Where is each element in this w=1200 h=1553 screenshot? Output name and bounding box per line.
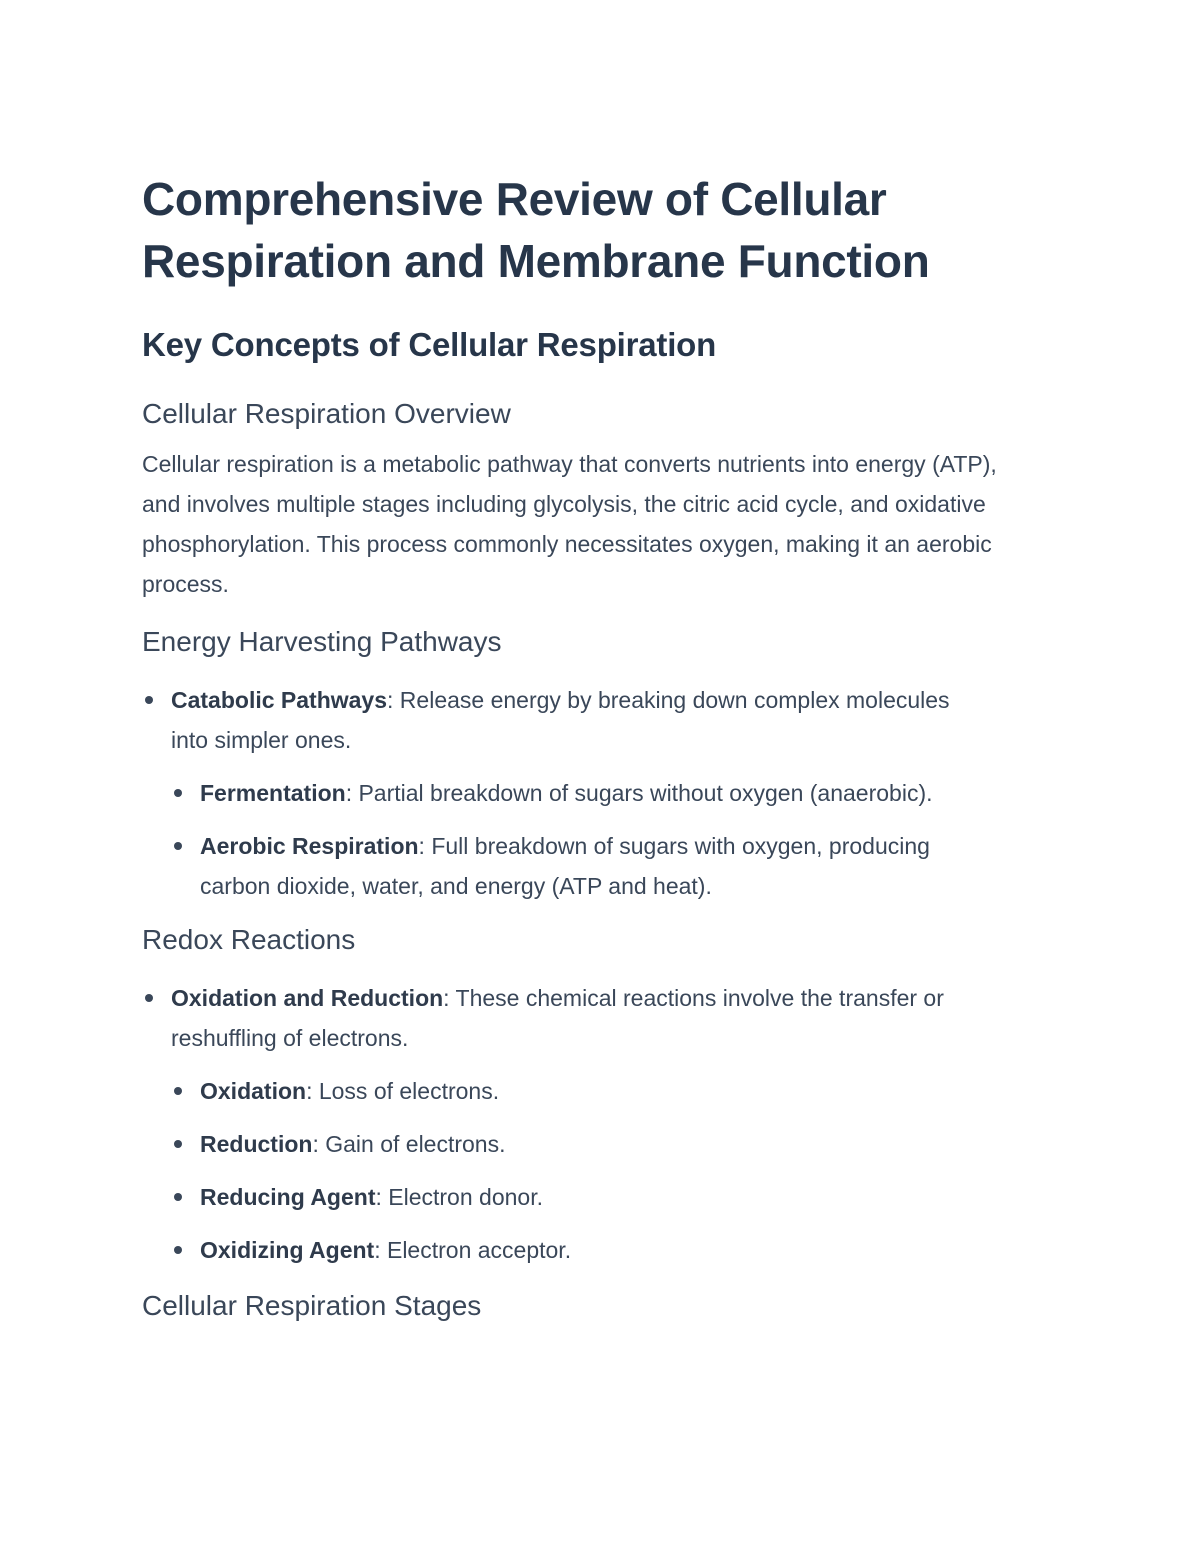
energy-list [171, 680, 991, 906]
list-item [200, 1124, 991, 1164]
redox-list [171, 978, 991, 1270]
energy-sublist [200, 773, 991, 906]
list-item [171, 978, 991, 1270]
document-page [142, 168, 1042, 1324]
redox-heading: Redox Reactions [142, 924, 356, 955]
overview-paragraph: Cellular respiration is a metabolic pathway that converts nutrients into energy (ATP), and involves multiple stages including glycolysis, the citric acid cycle, and oxidative phosphorylation. This process commonly necessitates oxygen, making it an aerobic process. [142, 451, 997, 597]
list-item [200, 826, 960, 906]
list-item-desc: : Gain of electrons. [312, 1131, 506, 1157]
list-item-desc: : Partial breakdown of sugars without oxygen (anaerobic). [345, 780, 933, 806]
list-item-desc: : Release energy by breaking down complex molecules into simpler ones. [171, 687, 950, 753]
list-item-desc: : Electron acceptor. [374, 1237, 572, 1263]
bullet-icon [174, 789, 182, 797]
overview-heading: Cellular Respiration Overview [142, 398, 511, 429]
bullet-icon [174, 842, 182, 850]
bullet-icon [145, 696, 153, 704]
energy-heading: Energy Harvesting Pathways [142, 626, 502, 657]
list-item-term: Aerobic Respiration [200, 833, 419, 859]
list-item-term: Catabolic Pathways [171, 687, 388, 713]
list-item [200, 1177, 991, 1217]
list-item-term: Oxidation and Reduction [171, 985, 444, 1011]
list-item [200, 1071, 991, 1111]
list-item-desc: : These chemical reactions involve the transfer or reshuffling of electrons. [171, 985, 944, 1051]
list-item-term: Oxidation [200, 1078, 307, 1104]
redox-sublist [200, 1071, 991, 1270]
stages-heading: Cellular Respiration Stages [142, 1290, 482, 1321]
document-title: Comprehensive Review of Cellular Respiration and Membrane Function [142, 173, 930, 287]
list-item-term: Fermentation [200, 780, 346, 806]
list-item [200, 773, 960, 813]
bullet-icon [145, 994, 153, 1002]
list-item [171, 680, 991, 906]
list-item-desc: : Electron donor. [375, 1184, 543, 1210]
list-item-term: Reduction [200, 1131, 313, 1157]
list-item-term: Oxidizing Agent [200, 1237, 375, 1263]
bullet-icon [174, 1140, 182, 1148]
list-item-desc: : Loss of electrons. [306, 1078, 500, 1104]
list-item-term: Reducing Agent [200, 1184, 376, 1210]
bullet-icon [174, 1087, 182, 1095]
bullet-icon [174, 1193, 182, 1201]
list-item [200, 1230, 991, 1270]
bullet-icon [174, 1246, 182, 1254]
section-heading: Key Concepts of Cellular Respiration [142, 326, 717, 363]
list-item-desc: : Full breakdown of sugars with oxygen, producing carbon dioxide, water, and energy (ATP and heat). [200, 833, 930, 899]
